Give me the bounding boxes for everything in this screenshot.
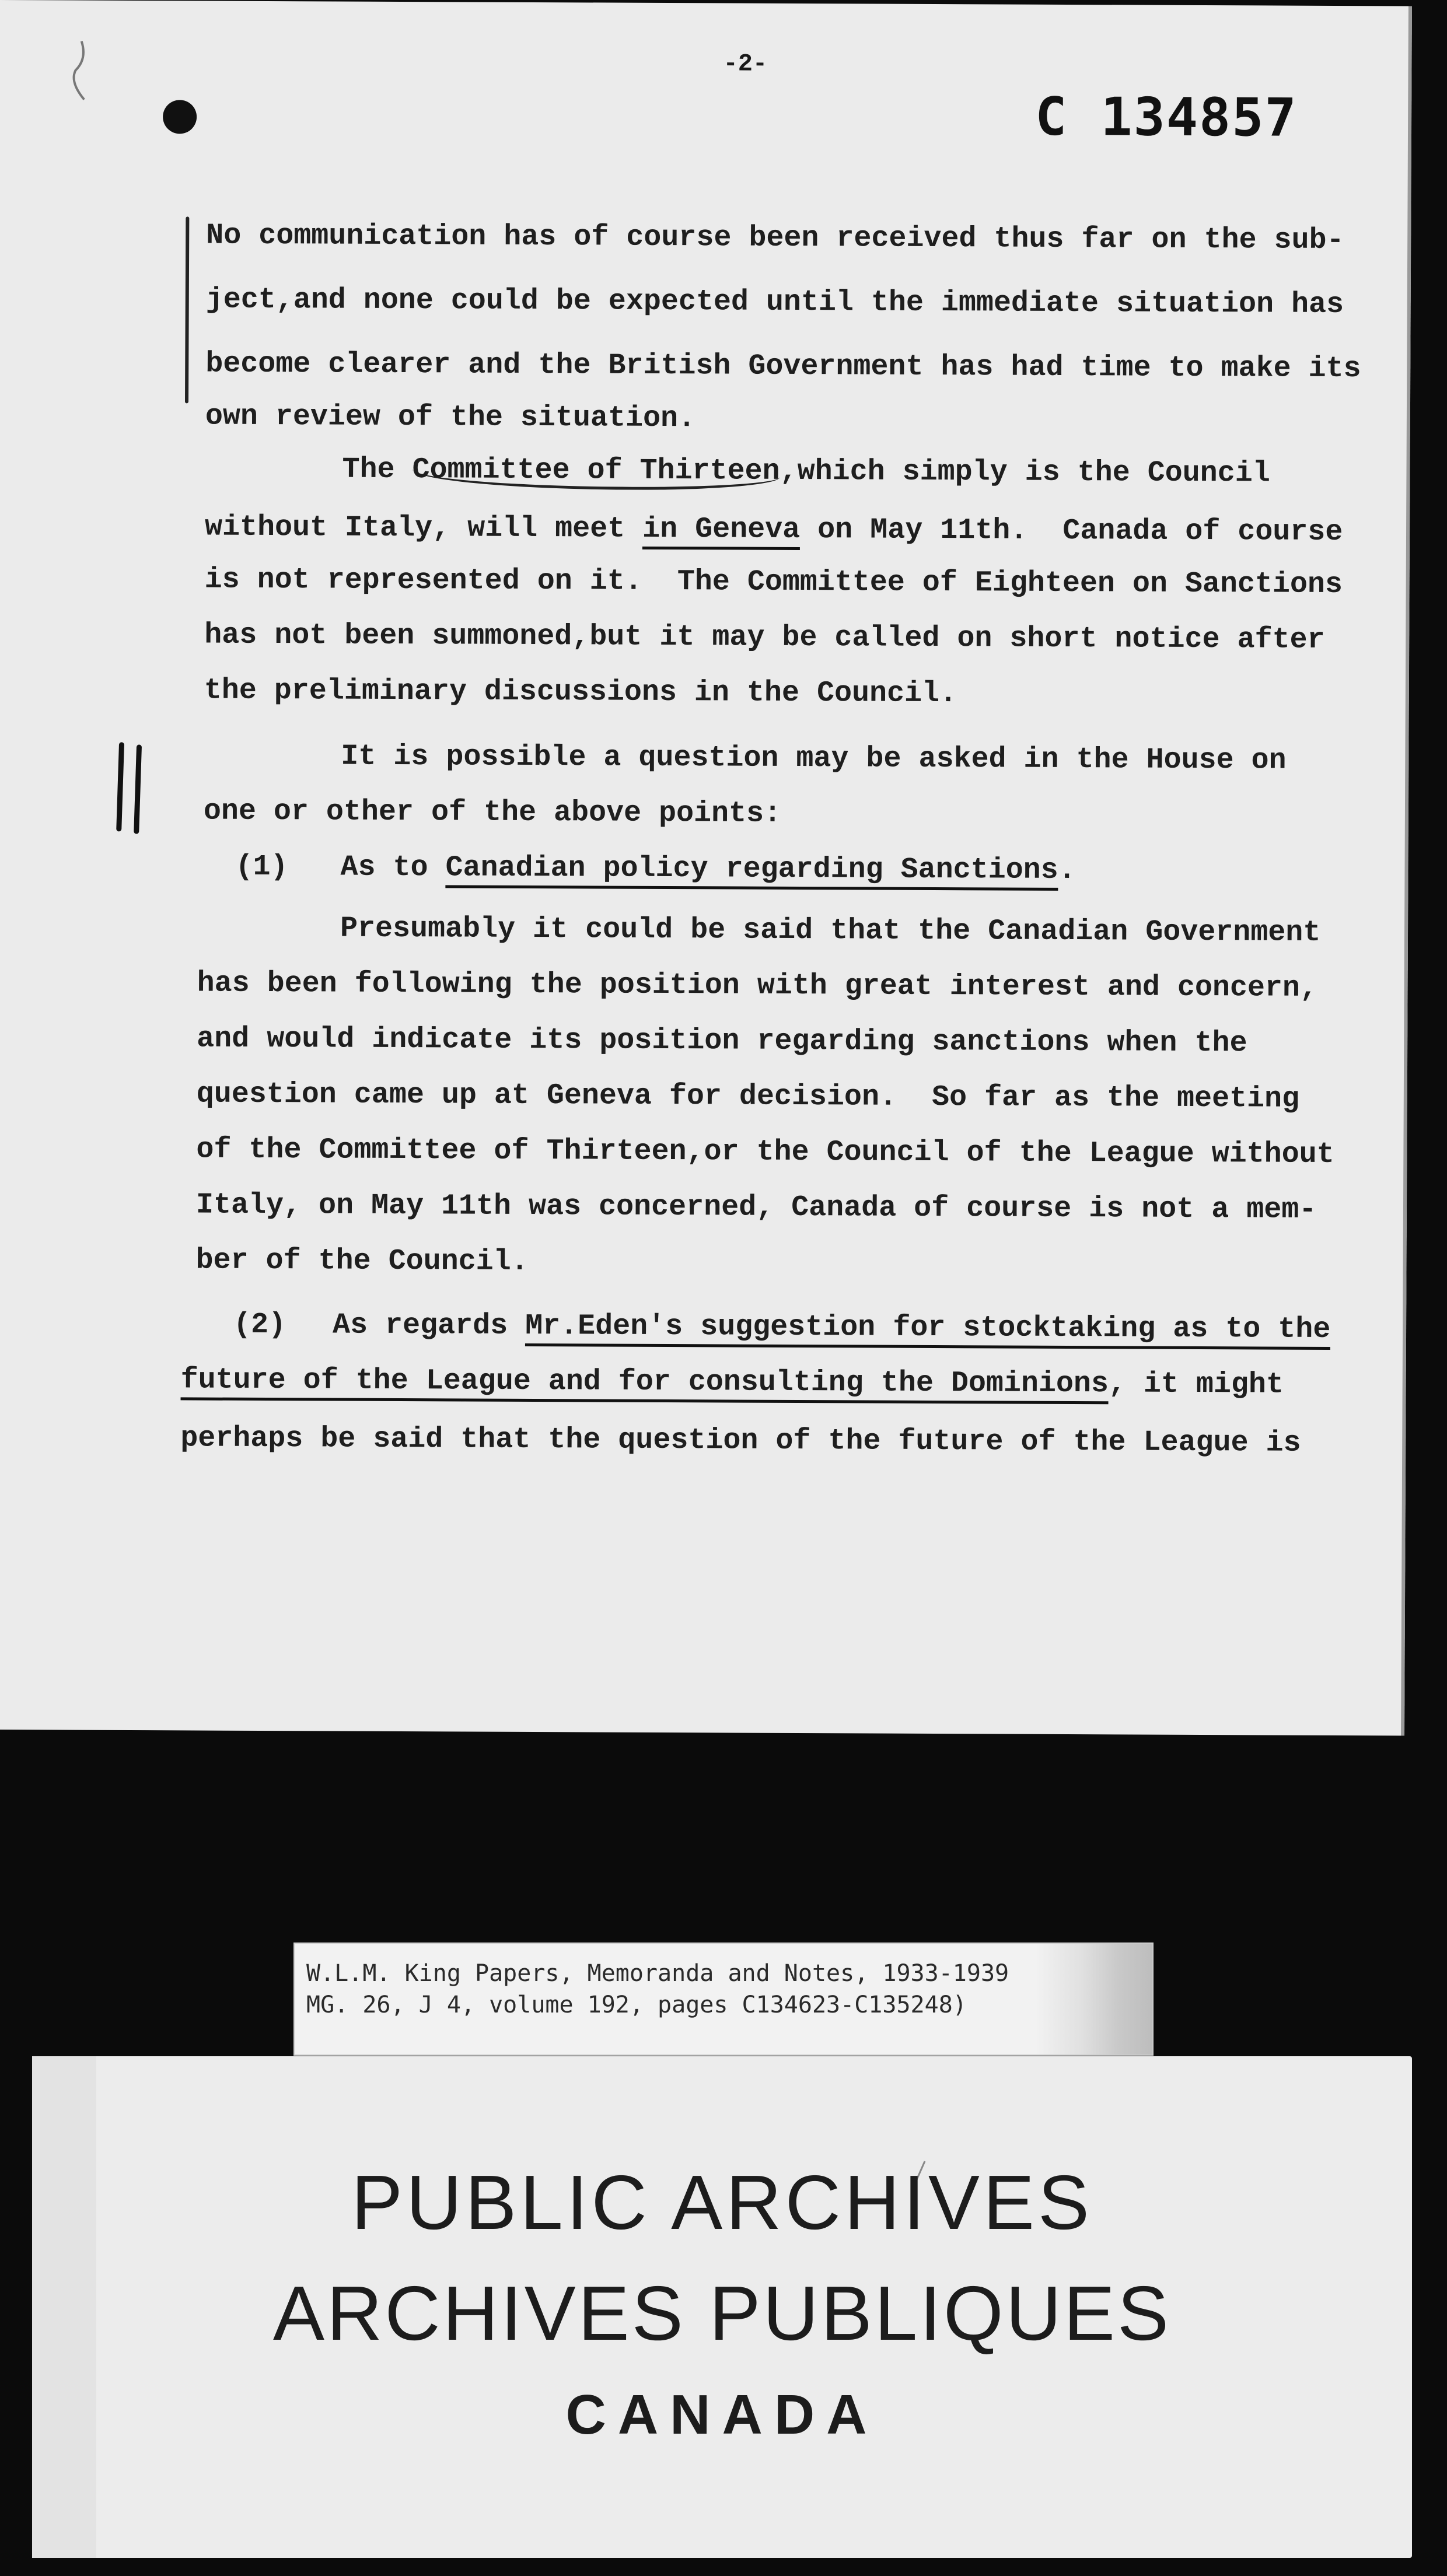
archives-title-english: PUBLIC ARCHIVES: [351, 2160, 1093, 2245]
underlined-phrase: Committee of Thirteen: [412, 456, 780, 491]
text-line: Presumably it could be said that the Canadian Government: [340, 912, 1321, 950]
text-line: and would indicate its position regarding sanctions when the: [197, 1022, 1247, 1060]
margin-bracket: [185, 216, 189, 403]
text-line: question came up at Geneva for decision. So far as the meeting: [196, 1077, 1300, 1116]
pencil-scratch-icon: [64, 35, 99, 105]
text-line: [340, 850, 1076, 891]
punch-hole-icon: [163, 100, 197, 134]
text-line: [332, 1308, 1331, 1350]
text-line: [180, 1363, 1284, 1405]
torn-edge: [1036, 1944, 1152, 2054]
text-fragment: .: [1058, 853, 1076, 888]
underlined-phrase: Mr.Eden's suggestion for stocktaking as to the: [525, 1312, 1330, 1350]
text-fragment: As to: [340, 850, 446, 885]
text-line: one or other of the above points:: [203, 794, 782, 831]
underlined-phrase: in Geneva: [642, 515, 800, 550]
document-id: C 134857: [1034, 86, 1298, 149]
archives-country: CANADA: [565, 2384, 879, 2446]
text-fragment: , it might: [1108, 1367, 1284, 1402]
list-number: (2): [233, 1308, 286, 1342]
text-line: [204, 510, 1343, 553]
text-fragment: As regards: [332, 1308, 526, 1343]
text-line: It is possible a question may be asked in the House on: [341, 740, 1287, 778]
citation-line: W.L.M. King Papers, Memoranda and Notes, 1933-1939: [306, 1960, 1009, 1987]
text-fragment: on May 11th. Canada of course: [800, 513, 1343, 550]
text-line: No communication has of course been received thus far on the sub-: [206, 219, 1344, 258]
archives-title-french: ARCHIVES PUBLIQUES: [272, 2270, 1172, 2356]
text-line: ject,and none could be expected until the immediate situation has: [205, 283, 1344, 322]
text-line: [342, 453, 1270, 493]
text-fragment: The: [342, 453, 413, 487]
text-line: perhaps be said that the question of the future of the League is: [180, 1422, 1301, 1460]
text-line: the preliminary discussions in the Council.: [204, 674, 957, 711]
text-line: own review of the situation.: [205, 400, 696, 436]
text-fragment: ,which simply is the Council: [780, 454, 1270, 491]
text-line: Italy, on May 11th was concerned, Canada of course is not a mem-: [195, 1188, 1317, 1227]
text-line: is not represented on it. The Committee of Eighteen on Sanctions: [204, 563, 1343, 602]
text-fragment: without Italy, will meet: [204, 510, 643, 546]
text-line: ber of the Council.: [195, 1244, 529, 1279]
citation-label: [295, 1944, 1152, 2054]
underlined-phrase: future of the League and for consulting the Dominions: [181, 1366, 1109, 1404]
double-vertical-line-mark: [113, 741, 149, 835]
text-line: has been following the position with great interest and concern,: [197, 967, 1318, 1005]
text-line: has not been summoned,but it may be called on short notice after: [204, 618, 1325, 657]
list-number: (1): [235, 850, 288, 884]
text-line: of the Committee of Thirteen,or the Council of the League without: [196, 1133, 1334, 1171]
underlined-phrase: Canadian policy regarding Sanctions: [445, 853, 1058, 891]
page-number: -2-: [723, 50, 768, 78]
citation-line: MG. 26, J 4, volume 192, pages C134623-C135248): [306, 1992, 967, 2018]
archives-card: [32, 2056, 1412, 2558]
text-line: become clearer and the British Government has had time to make its: [205, 347, 1361, 386]
